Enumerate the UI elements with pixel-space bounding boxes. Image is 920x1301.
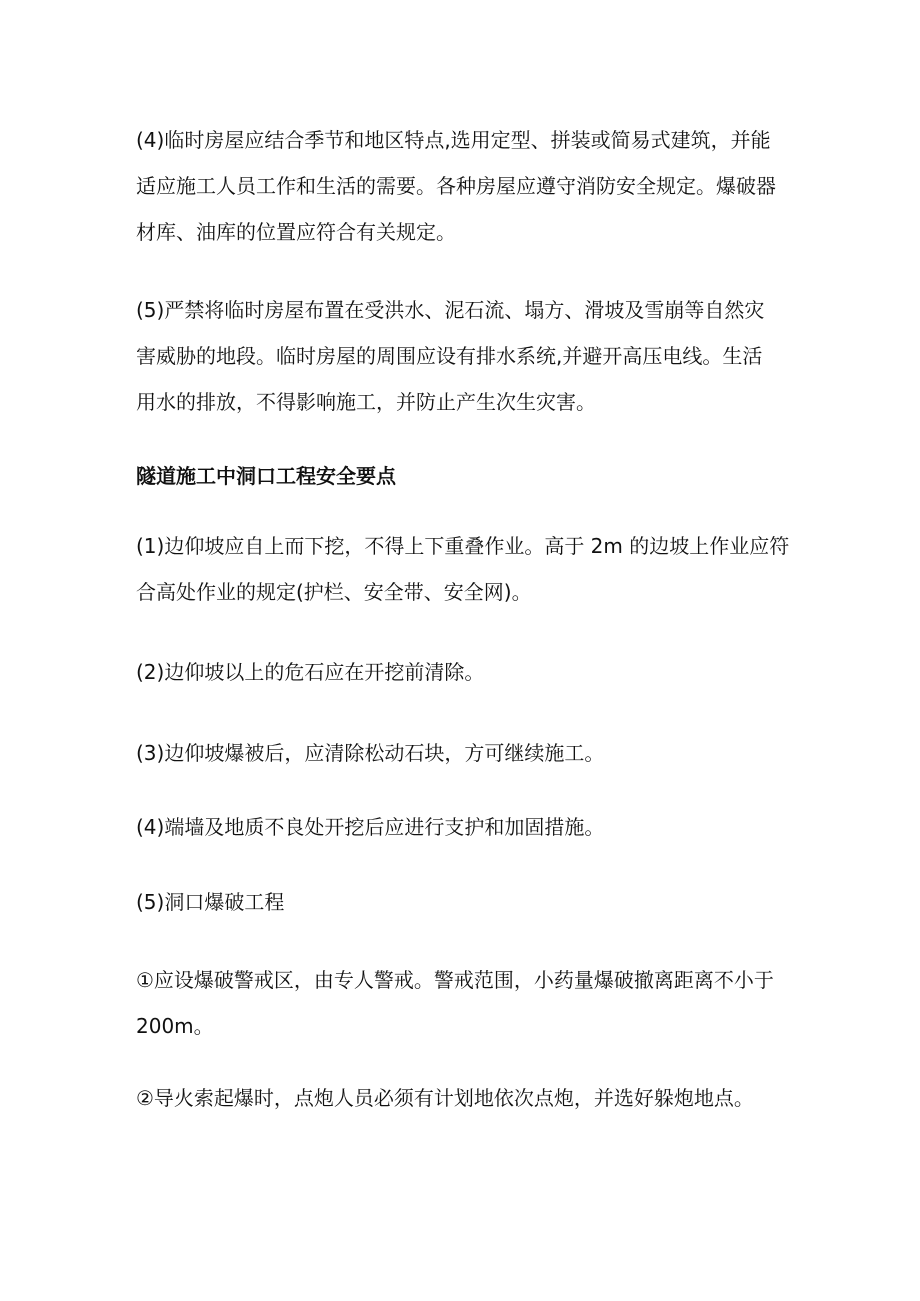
paragraph-portal-5 xyxy=(136,879,796,925)
paragraph-blasting-2 xyxy=(136,1075,796,1121)
text-line: ①应设爆破警戒区，由专人警戒。警戒范围，小药量爆破撤离距离不小于 xyxy=(136,968,774,992)
paragraph-portal-1 xyxy=(136,523,796,615)
paragraph-blasting-1 xyxy=(136,957,796,1049)
section-heading xyxy=(136,453,796,499)
paragraph-temporary-housing-5 xyxy=(136,287,796,425)
text-line: (1)边仰坡应自上而下挖，不得上下重叠作业。高于 2m 的边坡上作业应符 xyxy=(136,534,790,558)
text-line: (5)严禁将临时房屋布置在受洪水、泥石流、塌方、滑坡及雪崩等自然灾 xyxy=(136,298,765,322)
text-line: (2)边仰坡以上的危石应在开挖前清除。 xyxy=(136,660,485,684)
paragraph-portal-4 xyxy=(136,804,796,850)
text-line: 合高处作业的规定(护栏、安全带、安全网)。 xyxy=(136,580,532,604)
text-line: ②导火索起爆时，点炮人员必须有计划地依次点炮，并选好躲炮地点。 xyxy=(136,1086,754,1110)
text-line: 用水的排放，不得影响施工，并防止产生次生灾害。 xyxy=(136,390,596,414)
text-line: (5)洞口爆破工程 xyxy=(136,890,285,914)
text-line: (3)边仰坡爆被后，应清除松动石块，方可继续施工。 xyxy=(136,741,605,765)
heading-line: 隧道施工中洞口工程安全要点 xyxy=(136,464,396,488)
paragraph-portal-2 xyxy=(136,649,796,695)
text-line: 适应施工人员工作和生活的需要。各种房屋应遵守消防安全规定。爆破器 xyxy=(136,174,776,198)
text-line: (4)端墙及地质不良处开挖后应进行支护和加固措施。 xyxy=(136,815,605,839)
text-line: (4)临时房屋应结合季节和地区特点,选用定型、拼装或简易式建筑，并能 xyxy=(136,128,771,152)
paragraph-temporary-housing-4 xyxy=(136,117,796,255)
text-line: 害威胁的地段。临时房屋的周围应设有排水系统,并避开高压电线。生活 xyxy=(136,344,763,368)
text-line: 200m。 xyxy=(136,1014,214,1038)
paragraph-portal-3 xyxy=(136,730,796,776)
text-line: 材库、油库的位置应符合有关规定。 xyxy=(136,220,456,244)
